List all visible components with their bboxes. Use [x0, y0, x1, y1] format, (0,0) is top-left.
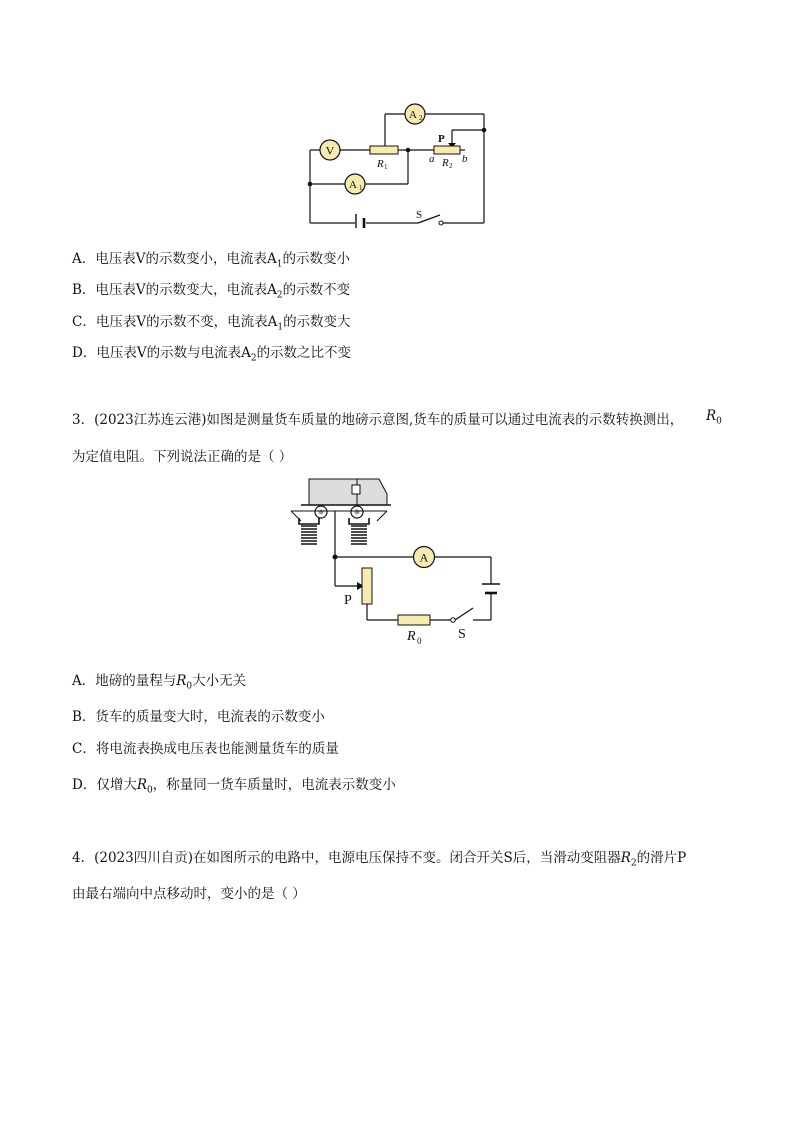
battery-icon — [356, 214, 364, 228]
r0-resistor — [398, 615, 430, 625]
r1-label: R — [377, 158, 384, 170]
r1-resistor — [370, 146, 398, 154]
q3-weighbridge-figure — [285, 474, 510, 649]
left-spring-icon — [301, 526, 317, 544]
q3-option-b[interactable]: B．货车的质量变大时，电流表的示数变小 — [72, 709, 325, 725]
r2-label: R — [442, 157, 449, 169]
voltmeter-v-icon — [320, 140, 340, 160]
ammeter-icon — [414, 547, 435, 568]
q3-stem-line2: 为定值电阻。下列说法正确的是（ ） — [72, 449, 293, 465]
q2-circuit-figure — [300, 98, 500, 228]
end-b-label: b — [462, 153, 468, 165]
truck-icon — [301, 479, 391, 518]
battery-icon — [482, 584, 500, 593]
svg-text:0: 0 — [417, 636, 422, 646]
ammeter-a1-icon — [345, 174, 365, 194]
slider-p-label: P — [344, 593, 352, 608]
q3-stem-line1: 3．(2023江苏连云港)如图是测量货车质量的地磅示意图,货车的质量可以通过电流表的示数转换测出， $R_0$ — [72, 408, 722, 428]
svg-text:2: 2 — [419, 114, 423, 122]
switch-s-label: S — [458, 627, 466, 642]
q2-option-c[interactable]: C．电压表V的示数不变，电流表$A_1$的示数变大 — [72, 314, 351, 333]
r0-label: R — [407, 629, 416, 644]
svg-text:A: A — [409, 109, 417, 121]
svg-text:V: V — [325, 143, 335, 158]
svg-text:1: 1 — [359, 184, 363, 192]
q2-option-b[interactable]: B．电压表V的示数变大，电流表$A_2$的示数不变 — [72, 282, 351, 301]
q2-option-a[interactable]: A．电压表V的示数变小，电流表$A_1$的示数变小 — [72, 251, 350, 270]
ammeter-a2-icon — [405, 104, 425, 124]
right-spring-icon — [351, 526, 367, 544]
rheostat-resistor — [362, 568, 372, 604]
q3-option-a[interactable]: A．地磅的量程与$R_0$大小无关 — [72, 673, 247, 692]
q2-option-d[interactable]: D．电压表V的示数与电流表$A_2$的示数之比不变 — [72, 345, 352, 364]
q3-option-d[interactable]: D．仅增大$R_0$，称量同一货车质量时，电流表示数变小 — [72, 777, 396, 796]
svg-text:1: 1 — [384, 163, 388, 171]
svg-text:2: 2 — [449, 162, 453, 170]
slider-p-label: P — [438, 133, 445, 145]
switch-s-label: S — [416, 209, 423, 221]
svg-text:A: A — [349, 179, 357, 191]
end-a-label: a — [429, 153, 435, 165]
q3-option-c[interactable]: C．将电流表换成电压表也能测量货车的质量 — [72, 741, 339, 757]
q4-stem-line2: 由最右端向中点移动时，变小的是（ ） — [72, 886, 306, 902]
q4-stem-line1: 4．(2023四川自贡)在如图所示的电路中，电源电压保持不变。闭合开关S后，当滑动变阻器$R_2$的滑片P — [72, 850, 687, 869]
svg-text:A: A — [419, 550, 429, 565]
r2-rheostat — [434, 146, 460, 154]
